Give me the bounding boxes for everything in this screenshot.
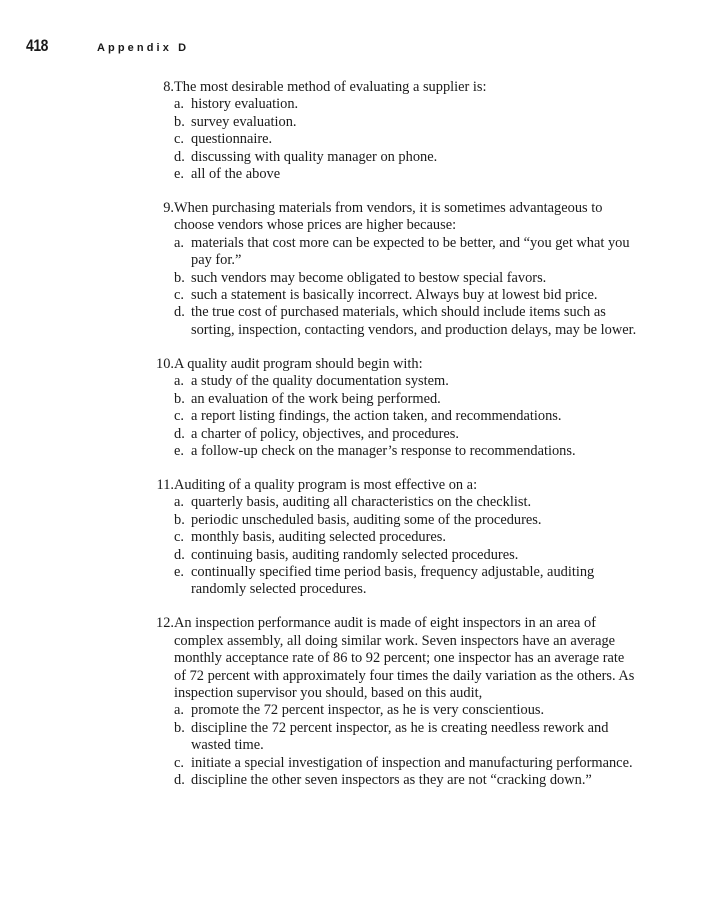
question-text: An inspection performance audit is made of eight inspectors in an area of complex assembly, all doing similar work. Seven inspectors have an average monthly acceptance rate of 86 to 92 percent; one inspector has an average rate of 72 percent with approximately four times the daily variation as the others. As inspection supervisor you should, based on this audit, [174, 615, 635, 701]
option-letter: a. [174, 234, 184, 251]
option-letter: b. [174, 390, 185, 407]
answer-options [139, 235, 639, 339]
option-letter: d. [174, 772, 185, 788]
answer-option [174, 287, 639, 304]
option-text: initiate a special investigation of inspection and manufacturing performance. [191, 754, 633, 771]
answer-option [174, 755, 639, 772]
answer-option [174, 772, 639, 789]
answer-option [174, 96, 639, 113]
page-number: 418 [26, 36, 49, 55]
answer-option [174, 494, 639, 511]
question-text: A quality audit program should begin with: [174, 355, 423, 372]
answer-option [174, 408, 639, 425]
running-head [26, 36, 189, 56]
option-text: such vendors may become obligated to bestow special favors. [191, 269, 547, 286]
option-text: survey evaluation. [191, 113, 297, 130]
option-letter: e. [174, 166, 184, 183]
question-12 [139, 615, 639, 789]
section-title: Appendix D [97, 42, 190, 54]
question-number: 12. [156, 615, 174, 632]
option-text: questionnaire. [191, 131, 273, 148]
question-10 [139, 356, 639, 460]
option-letter: c. [174, 408, 184, 425]
option-letter: a. [174, 494, 184, 511]
option-letter: c. [174, 529, 184, 546]
option-letter: c. [174, 754, 184, 771]
answer-option [174, 114, 639, 131]
answer-option [174, 547, 639, 564]
answer-options [139, 494, 639, 598]
question-stem [139, 477, 639, 494]
option-text: discipline the other seven inspectors as they are not “cracking down.” [191, 772, 592, 788]
answer-option [174, 166, 639, 183]
option-text: materials that cost more can be expected to be better, and “you get what you pay for.” [191, 234, 630, 269]
question-stem [139, 356, 639, 373]
option-text: discussing with quality manager on phone. [191, 148, 438, 165]
option-letter: a. [174, 96, 184, 113]
option-text: such a statement is basically incorrect. Always buy at lowest bid price. [191, 287, 598, 304]
question-number: 10. [156, 355, 174, 372]
option-text: continually specified time period basis, frequency adjustable, auditing randomly selected procedures. [191, 563, 595, 598]
option-text: monthly basis, auditing selected procedures. [191, 529, 446, 546]
answer-option [174, 512, 639, 529]
option-letter: a. [174, 373, 184, 390]
option-letter: e. [174, 563, 184, 580]
option-text: discipline the 72 percent inspector, as he is creating needless rework and wasted time. [191, 719, 609, 754]
question-9 [139, 200, 639, 339]
option-text: all of the above [191, 166, 281, 183]
option-text: a study of the quality documentation system. [191, 373, 449, 390]
question-number: 9. [163, 200, 174, 217]
question-8 [139, 79, 639, 183]
option-text: promote the 72 percent inspector, as he is very conscientious. [191, 702, 545, 719]
answer-option [174, 702, 639, 719]
answer-option [174, 149, 639, 166]
answer-option [174, 373, 639, 390]
option-letter: d. [174, 148, 185, 165]
answer-option [174, 529, 639, 546]
option-text: periodic unscheduled basis, auditing some of the procedures. [191, 511, 542, 528]
answer-option [174, 304, 639, 339]
answer-option [174, 443, 639, 460]
option-letter: c. [174, 131, 184, 148]
answer-option [174, 564, 639, 599]
option-letter: b. [174, 511, 185, 528]
question-11 [139, 477, 639, 599]
question-text: Auditing of a quality program is most effective on a: [174, 476, 478, 493]
option-letter: d. [174, 546, 185, 563]
answer-option [174, 720, 639, 755]
option-text: an evaluation of the work being performed. [191, 390, 441, 407]
question-text: The most desirable method of evaluating a supplier is: [174, 79, 487, 95]
answer-option [174, 391, 639, 408]
option-letter: b. [174, 113, 185, 130]
question-number: 8. [163, 79, 174, 95]
answer-option [174, 426, 639, 443]
option-text: history evaluation. [191, 96, 299, 113]
option-letter: e. [174, 442, 184, 459]
option-text: continuing basis, auditing randomly selected procedures. [191, 546, 519, 563]
option-text: a charter of policy, objectives, and procedures. [191, 425, 459, 442]
question-text: When purchasing materials from vendors, it is sometimes advantageous to choose vendors whose prices are higher because: [174, 200, 603, 234]
question-list [139, 79, 639, 806]
answer-option [174, 131, 639, 148]
option-letter: d. [174, 304, 185, 321]
option-letter: d. [174, 425, 185, 442]
option-letter: c. [174, 287, 184, 304]
option-letter: b. [174, 719, 185, 736]
option-letter: b. [174, 269, 185, 286]
option-text: quarterly basis, auditing all characteristics on the checklist. [191, 494, 532, 511]
option-text: the true cost of purchased materials, which should include items such as sorting, inspection, contacting vendors, and production delays, may be lower. [191, 304, 637, 338]
question-number: 11. [156, 476, 174, 493]
answer-option [174, 235, 639, 270]
option-letter: a. [174, 702, 184, 719]
question-stem [139, 79, 639, 96]
answer-option [174, 270, 639, 287]
option-text: a follow-up check on the manager’s response to recommendations. [191, 442, 576, 459]
option-text: a report listing findings, the action taken, and recommendations. [191, 408, 562, 425]
question-stem [139, 615, 639, 702]
question-stem [139, 200, 639, 235]
answer-options [139, 373, 639, 460]
answer-options [139, 702, 639, 789]
answer-options [139, 96, 639, 183]
